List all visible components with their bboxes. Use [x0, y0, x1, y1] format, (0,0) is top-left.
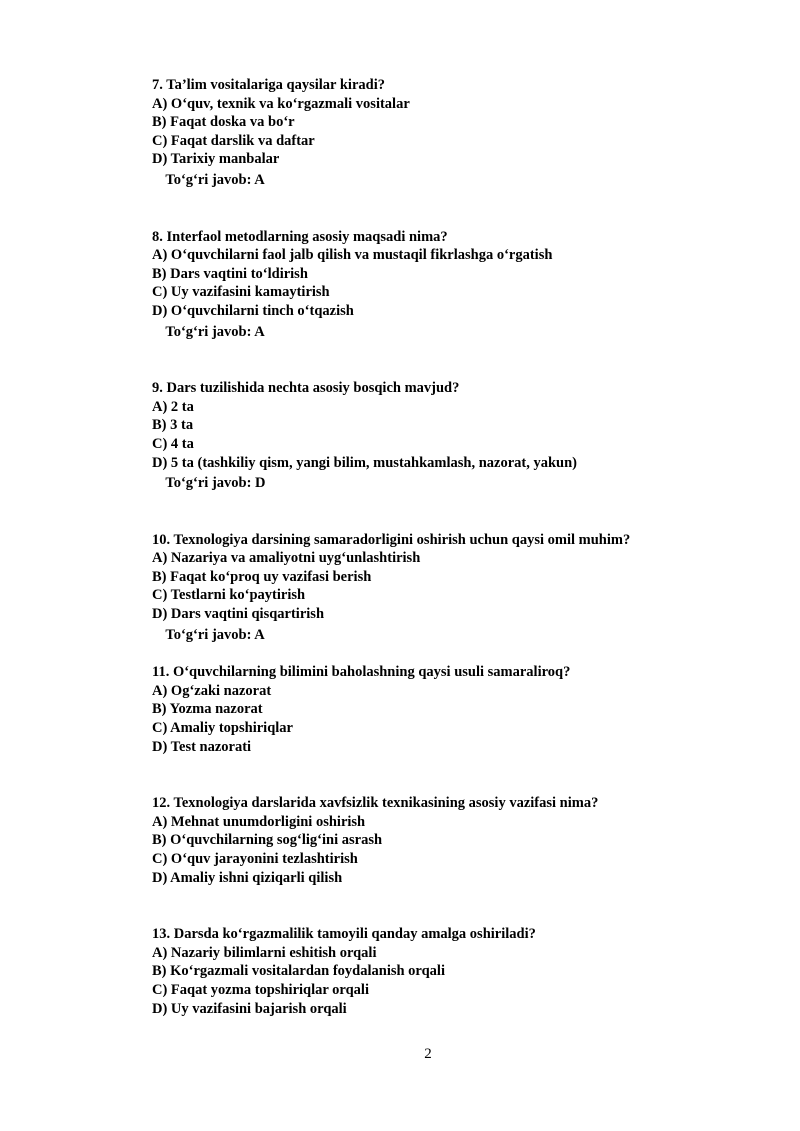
option-d: D) Amaliy ishni qiziqarli qilish — [152, 869, 343, 886]
question-title: 8. Interfaol metodlarning asosiy maqsadi nima? — [152, 228, 448, 245]
question-12 — [152, 794, 752, 887]
option-c: C) O‘quv jarayonini tezlashtirish — [152, 851, 358, 867]
correct-answer-text: To‘g‘ri javob: A — [165, 626, 265, 643]
option-b: B) Faqat doska va bo‘r — [152, 114, 295, 131]
correct-answer — [152, 474, 752, 493]
question-title: 12. Texnologiya darslarida xavfsizlik texnikasining asosiy vazifasi nima? — [152, 795, 599, 812]
option-c: C) 4 ta — [152, 435, 194, 452]
correct-answer-text: To‘g‘ri javob: A — [165, 323, 265, 340]
option-b: B) Faqat ko‘proq uy vazifasi berish — [152, 568, 372, 585]
question-title: 10. Texnologiya darsining samaradorligini oshirish uchun qaysi omil muhim? — [152, 531, 631, 548]
option-b: B) Dars vaqtini to‘ldirish — [152, 265, 308, 282]
option-b: B) O‘quvchilarning sog‘lig‘ini asrash — [152, 832, 383, 849]
option-d: D) Dars vaqtini qisqartirish — [152, 606, 325, 623]
option-c: C) Faqat darslik va daftar — [152, 132, 315, 149]
document-content — [152, 76, 752, 1018]
option-a: A) O‘quvchilarni faol jalb qilish va mustaqil fikrlashga o‘rgatish — [152, 247, 553, 264]
option-b: B) 3 ta — [152, 417, 194, 434]
option-a: A) Mehnat unumdorligini oshirish — [152, 813, 366, 830]
option-a: A) Nazariya va amaliyotni uyg‘unlashtirish — [152, 550, 421, 567]
question-7 — [152, 76, 752, 190]
option-a: A) 2 ta — [152, 398, 194, 415]
question-title: 9. Dars tuzilishida nechta asosiy bosqich mavjud? — [152, 380, 460, 397]
correct-answer-text: To‘g‘ri javob: A — [165, 171, 265, 188]
question-8 — [152, 228, 752, 342]
question-title: 13. Darsda ko‘rgazmalilik tamoyili qanday amalga oshiriladi? — [152, 926, 536, 943]
option-c: C) Amaliy topshiriqlar — [152, 720, 293, 737]
option-c: C) Uy vazifasini kamaytirish — [152, 284, 330, 301]
option-b: B) Ko‘rgazmali vositalardan foydalanish orqali — [152, 963, 445, 980]
correct-answer — [152, 626, 752, 645]
correct-answer — [152, 171, 752, 190]
option-d: D) 5 ta (tashkiliy qism, yangi bilim, mustahkamlash, nazorat, yakun) — [152, 454, 577, 471]
option-d: D) Tarixiy manbalar — [152, 151, 280, 168]
correct-answer — [152, 323, 752, 342]
option-d: D) O‘quvchilarni tinch o‘tqazish — [152, 302, 354, 319]
question-9 — [152, 379, 752, 493]
question-title: 11. O‘quvchilarning bilimini baholashning qaysi usuli samaraliroq? — [152, 664, 571, 681]
option-d: D) Uy vazifasini bajarish orqali — [152, 1000, 347, 1017]
correct-answer-text: To‘g‘ri javob: D — [165, 475, 266, 492]
option-b: B) Yozma nazorat — [152, 701, 263, 718]
option-a: A) Nazariy bilimlarni eshitish orqali — [152, 944, 377, 961]
option-c: C) Testlarni ko‘paytirish — [152, 587, 306, 604]
option-a: A) O‘quv, texnik va ko‘rgazmali vositalar — [152, 95, 410, 112]
question-title: 7. Ta’lim vositalariga qaysilar kiradi? — [152, 77, 385, 93]
option-c: C) Faqat yozma topshiriqlar orqali — [152, 981, 369, 998]
option-d: D) Test nazorati — [152, 738, 252, 755]
option-a: A) Og‘zaki nazorat — [152, 682, 272, 699]
page-number: 2 — [424, 1046, 432, 1062]
question-10 — [152, 531, 752, 645]
question-13 — [152, 925, 752, 1018]
question-11 — [152, 663, 752, 756]
